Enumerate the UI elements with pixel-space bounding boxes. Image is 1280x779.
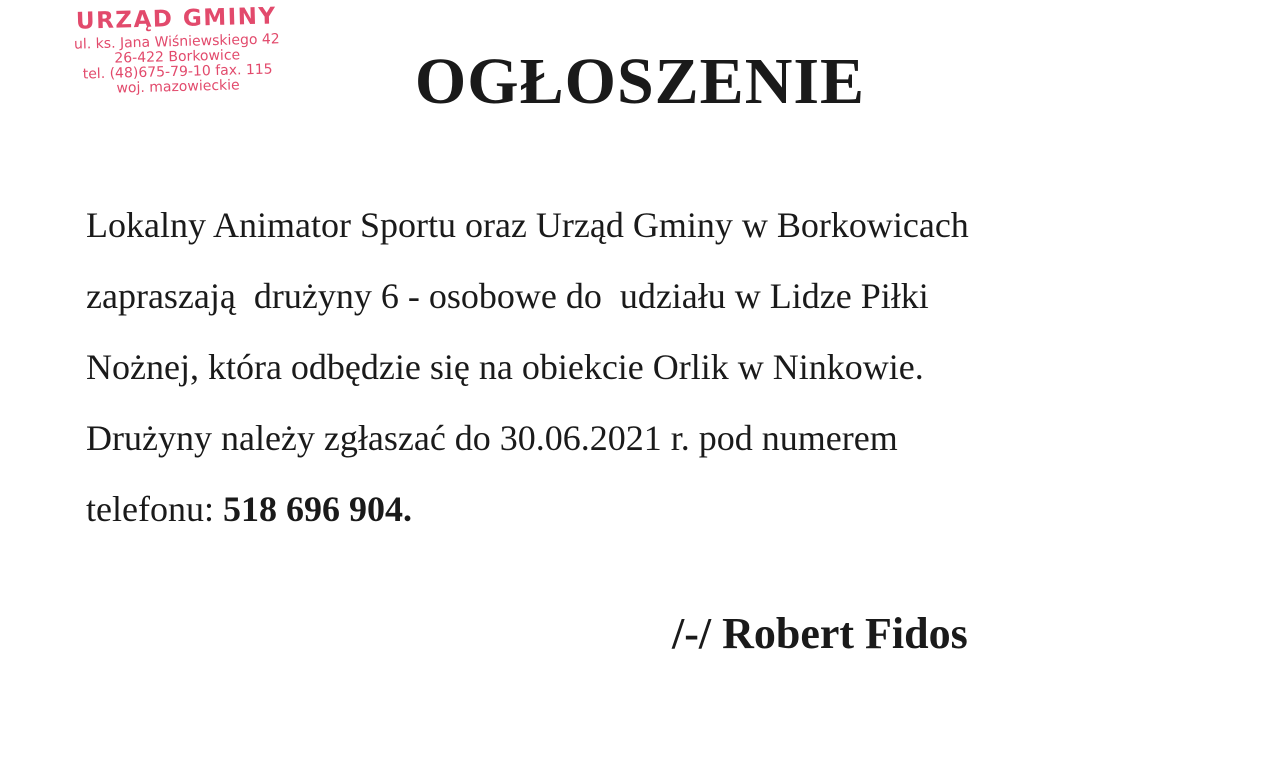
announcement-body	[86, 190, 1186, 545]
body-line: Lokalny Animator Sportu oraz Urząd Gminy w Borkowicach	[86, 205, 969, 245]
stamp-address-line: ul. ks. Jana Wiśniewskiego 42	[73, 31, 280, 53]
stamp-phone-line: tel. (48)675-79-10 fax. 115	[82, 61, 273, 83]
signature: /-/ Robert Fidos	[672, 609, 968, 658]
body-line: Nożnej, która odbędzie się na obiekcie Orlik w Ninkowie.	[86, 347, 924, 387]
stamp-title: URZĄD GMINY	[75, 3, 277, 35]
body-line-phone	[86, 474, 1186, 545]
stamp-region-line: woj. mazowieckie	[116, 77, 240, 97]
phone-prefix: telefonu:	[86, 489, 223, 529]
body-line: zapraszają drużyny 6 - osobowe do udziału w Lidze Piłki	[86, 276, 929, 316]
body-line: Drużyny należy zgłaszać do 30.06.2021 r. pod numerem	[86, 418, 898, 458]
phone-number: 518 696 904.	[222, 489, 412, 529]
announcement-title: OGŁOSZENIE	[414, 45, 866, 118]
stamp-postal-line: 26-422 Borkowice	[114, 47, 241, 67]
